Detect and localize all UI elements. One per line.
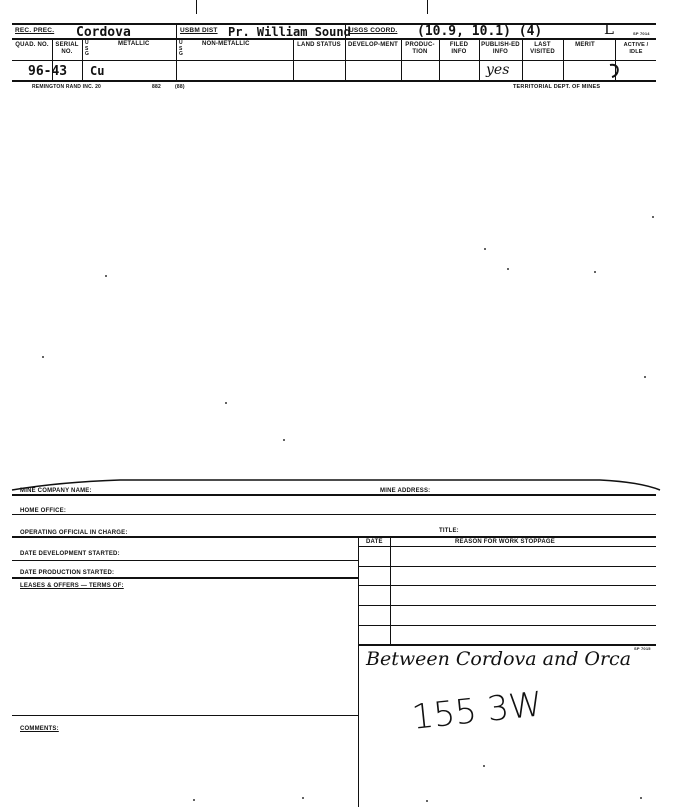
lower-form-top-border: [0, 474, 678, 494]
col-usg-1: U S G: [85, 40, 90, 57]
col-production: PRODUC-TION: [405, 42, 435, 55]
date-column-label: DATE: [366, 539, 383, 545]
col-divider-merit: [563, 39, 564, 80]
handwritten-number: 155 3W: [410, 684, 545, 738]
col-metallic: METALLIC: [118, 41, 150, 47]
col-divider-land: [293, 39, 294, 80]
col-active-idle: ACTIVE / IDLE: [623, 42, 649, 55]
printer-code: 882: [152, 84, 161, 90]
record-bottom-rule: [12, 80, 656, 82]
col-quad-no: QUAD. NO.: [15, 42, 49, 48]
col-divider-production: [401, 39, 402, 80]
rule-below-home-office: [12, 514, 656, 515]
col-divider-development: [345, 39, 346, 80]
home-office-label: HOME OFFICE:: [20, 508, 67, 514]
form-number: SP 7014: [633, 31, 650, 36]
department-label: TERRITORIAL DEPT. OF MINES: [513, 84, 601, 90]
printer-label: REMINGTON RAND INC. 20: [32, 84, 102, 90]
col-non-metallic: NON-METALLIC: [202, 41, 250, 47]
handwritten-location: Between Cordova and Orca: [366, 648, 632, 670]
active-idle-mark: [606, 61, 624, 81]
col-usg-2: U S G: [179, 40, 184, 57]
stoppage-row-3: [358, 605, 656, 606]
usgs-coord-label: USGS COORD.: [349, 27, 398, 34]
stoppage-date-rule: [390, 537, 391, 645]
rec-prec-label: REC. PREC.: [15, 27, 55, 34]
top-tick-right: [427, 0, 428, 14]
record-quad-serial: 96-43: [28, 64, 68, 79]
usbm-dist-label: USBM DIST: [180, 27, 218, 34]
col-land-status: LAND STATUS: [297, 42, 341, 48]
stoppage-header-rule: [358, 546, 656, 547]
stoppage-row-2: [358, 585, 656, 586]
col-development: DEVELOP-MENT: [347, 42, 399, 48]
printer-code-2: (88): [175, 84, 185, 90]
header-bottom-rule: [12, 60, 656, 61]
col-published-info: PUBLISH-ED INFO: [481, 42, 520, 55]
col-merit: MERIT: [575, 42, 595, 48]
usbm-dist-value: Pr. William Sound: [228, 25, 351, 39]
stoppage-row-4: [358, 625, 656, 626]
record-metallic: Cu: [90, 64, 105, 78]
mine-address-label: MINE ADDRESS:: [380, 488, 431, 494]
stoppage-left-rule: [358, 537, 359, 807]
col-last-visited: LAST VISITED: [530, 42, 555, 55]
leases-offers-label: LEASES & OFFERS — TERMS OF:: [20, 583, 124, 589]
record-published-info: yes: [486, 62, 510, 78]
col-divider-metallic: [82, 39, 83, 80]
rule-below-prod-started: [12, 577, 358, 579]
col-divider-filed: [439, 39, 440, 80]
rule-below-dev-started: [12, 560, 358, 561]
rule-above-comments: [12, 715, 358, 716]
operating-official-label: OPERATING OFFICIAL IN CHARGE:: [20, 530, 128, 536]
usgs-coord-value: (10.9, 10.1) (4): [417, 24, 543, 39]
date-production-started-label: DATE PRODUCTION STARTED:: [20, 570, 115, 576]
col-serial-no: SERIAL NO.: [55, 42, 79, 55]
corner-mark: L: [604, 20, 614, 38]
mine-company-name-label: MINE COMPANY NAME:: [20, 488, 92, 494]
reason-column-label: REASON FOR WORK STOPPAGE: [455, 539, 555, 545]
top-tick-left: [196, 0, 197, 14]
col-divider-nonmetallic: [176, 39, 177, 80]
comments-label: COMMENTS:: [20, 726, 59, 732]
rule-below-company: [12, 494, 656, 496]
col-filed-info: FILED INFO: [449, 42, 469, 55]
title-label: TITLE:: [439, 528, 459, 534]
col-divider-published: [479, 39, 480, 80]
row1-divider-1: [176, 24, 177, 38]
form-number-2: SP 7015: [634, 646, 651, 651]
stoppage-row-5: [358, 644, 656, 646]
stoppage-row-1: [358, 566, 656, 567]
col-divider-last-visited: [522, 39, 523, 80]
date-development-started-label: DATE DEVELOPMENT STARTED:: [20, 551, 120, 557]
rec-prec-value: Cordova: [76, 25, 131, 40]
